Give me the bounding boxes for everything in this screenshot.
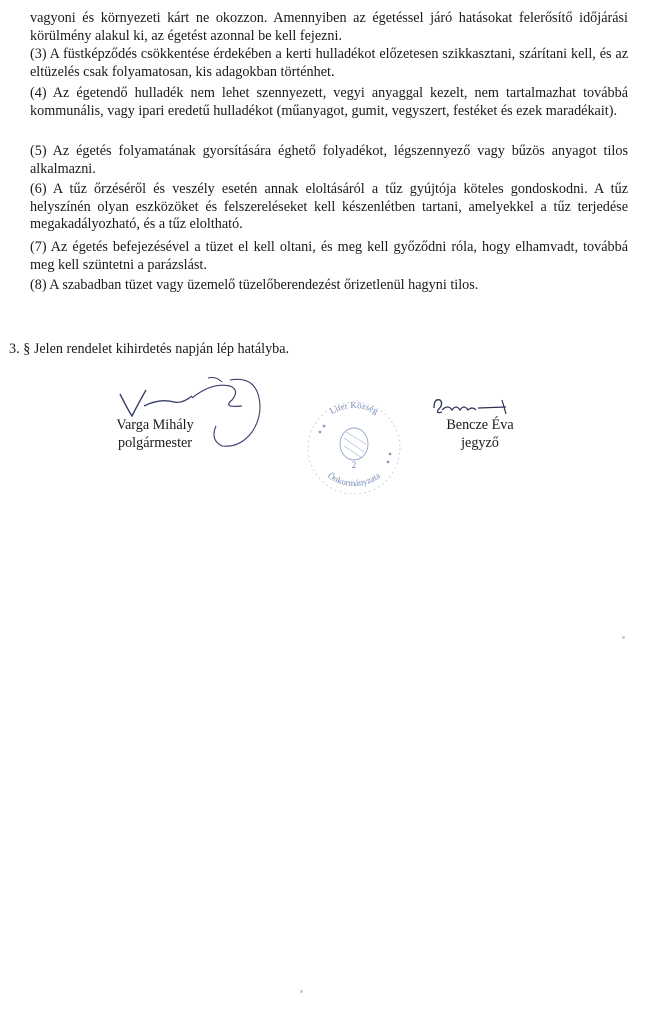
scan-speck [300,990,303,993]
stamp-number: 2 [351,460,357,470]
paragraph-7: (7) Az égetés befejezésével a tüzet el kell oltani, és meg kell győződni róla, hogy elhamvadt, továbbá meg kell szüntetni a parázslást. [30,239,628,273]
paragraph-2-continuation: vagyoni és környezeti kárt ne okozzon. Amennyiben az égetéssel járó hatásokat felerősítő időjárási körülmény alakul ki, az égetést azonnal be kell fejezni. [30,10,628,44]
paragraph-6: (6) A tűz őrzéséről és veszély esetén annak eloltásáról a tűz gyújtója köteles gondoskodni. A tűz helyszínén olyan eszközöket és felszereléseket kell készenlétben tartani, amelyekkel a tűz terjedése megakadályozható, és a tűz eloltható. [30,181,628,233]
signatory-left-title: polgármester [117,435,193,451]
signatory-right [430,416,530,452]
paragraph-3: (3) A füstképződés csökkentése érdekében a kerti hulladékot előzetesen szikkasztani, szárítani kell, és az eltüzelés csak folyamatosan, kis adagokban történhet. [30,46,628,80]
stamp-top-text: Liter Község [327,399,381,417]
paragraph-4: (4) Az égetendő hulladék nem lehet szennyezett, vegyi anyaggal kezelt, nem tartalmazhat továbbá kommunális, vagy ipari eredetű hulladékot (műanyagot, gumit, vegyszert, festéket és ezek maradékait). [30,85,628,119]
section-3: 3. § Jelen rendelet kihirdetés napján lép hatályba. [9,341,290,357]
stamp-bottom-text: Önkormányzata [326,470,382,489]
official-stamp-icon [298,398,410,494]
svg-text:Önkormányzata [326,470,382,488]
signatory-left [100,416,210,452]
paragraph-5: (5) Az égetés folyamatának gyorsítására éghető folyadékot, légszennyező vagy bűzös anyagot tilos alkalmazni. [30,143,628,177]
svg-text:Liter Község [328,400,381,416]
signatory-right-name: Bencze Éva [446,417,514,433]
paragraph-8: (8) A szabadban tüzet vagy üzemelő tüzelőberendezést őrizetlenül hagyni tilos. [30,277,479,293]
signatory-right-title: jegyző [461,435,499,451]
signatory-left-name: Varga Mihály [116,417,194,433]
scan-speck [622,636,625,639]
